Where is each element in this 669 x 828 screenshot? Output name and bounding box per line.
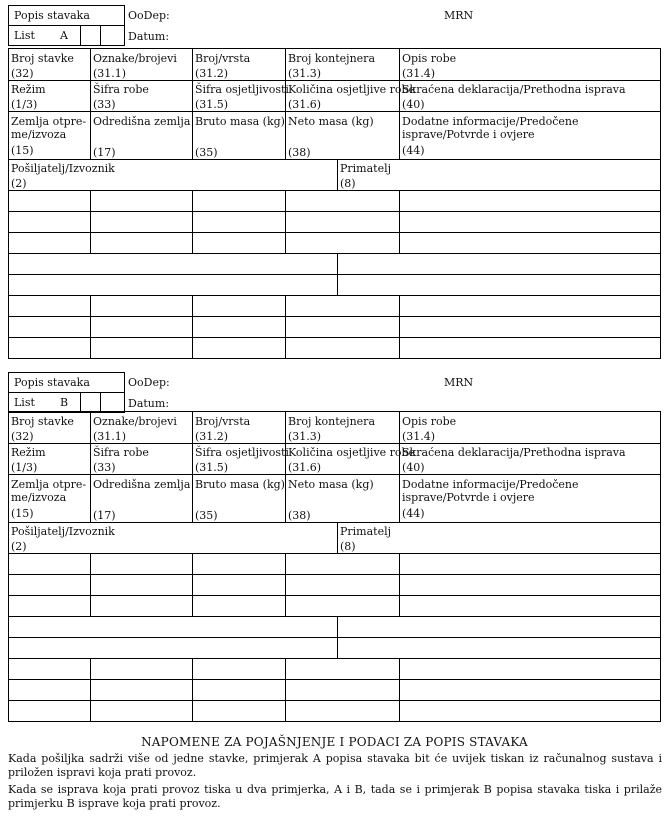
field-additional-info: Dodatne informacije/Predočene isprave/Potvrde i ovjere [402,478,579,504]
field-dispatch-country: Zemlja otpre-me/izvoza [11,478,87,504]
field-number-kind-code: (31.2) [195,430,229,443]
field-consignee-code: (8) [340,177,356,190]
field-description: Opis robe [402,52,457,65]
field-container: Broj kontejnera [288,52,375,65]
list-label: List [14,396,35,409]
field-consignor-code: (2) [11,540,27,553]
datum-label: Datum: [128,397,170,410]
header-title: Popis stavaka [14,9,90,22]
field-dispatch-country-code: (15) [11,507,34,520]
field-procedure-code: (1/3) [11,98,38,111]
field-container-code: (31.3) [288,430,322,443]
field-net-mass-code: (38) [288,509,311,522]
field-gross-mass-code: (35) [195,509,218,522]
field-dispatch-country: Zemlja otpre-me/izvoza [11,115,87,141]
notes-paragraph-1: Kada pošiljka sadrži više od jedne stavke, primjerak A popisa stavaka bit će uvijek tiskan iz računalnog sustava i priložen ispravi koja prati provoz. [8,752,662,779]
field-consignor-code: (2) [11,177,27,190]
field-destination-country-code: (17) [93,509,116,522]
datum-label: Datum: [128,30,170,43]
field-item-number-code: (32) [11,67,34,80]
field-procedure: Režim [11,83,46,96]
list-letter: A [60,29,68,42]
field-dispatch-country-code: (15) [11,144,34,157]
field-item-number-code: (32) [11,430,34,443]
field-sensitive-qty: Količina osjetljive robe [288,446,416,459]
field-sensitive-qty: Količina osjetljive robe [288,83,416,96]
field-marks-code: (31.1) [93,430,127,443]
field-destination-country: Odredišna zemlja [93,115,191,128]
field-consignor: Pošiljatelj/Izvoznik [11,162,115,175]
field-procedure: Režim [11,446,46,459]
mrn-label: MRN [444,376,474,389]
field-gross-mass: Bruto masa (kg) [195,115,285,128]
field-net-mass: Neto masa (kg) [288,115,374,128]
field-summary-decl: Skraćena deklaracija/Prethodna isprava [402,83,626,96]
mrn-label: MRN [444,9,474,22]
header-title: Popis stavaka [14,376,90,389]
field-additional-info-code: (44) [402,507,425,520]
field-number-kind: Broj/vrsta [195,52,251,65]
field-summary-decl: Skraćena deklaracija/Prethodna isprava [402,446,626,459]
oodep-label: OoDep: [128,376,170,389]
notes-paragraph-2: Kada se isprava koja prati provoz tiska u dva primjerka, A i B, tada se i primjerak B popisa stavaka tiska i prilaže primjerku B isprave koja prati provoz. [8,783,662,810]
oodep-label: OoDep: [128,9,170,22]
field-container: Broj kontejnera [288,415,375,428]
field-marks: Oznake/brojevi [93,52,177,65]
field-commodity: Šifra robe [93,446,149,459]
field-procedure-code: (1/3) [11,461,38,474]
field-number-kind: Broj/vrsta [195,415,251,428]
field-destination-country-code: (17) [93,146,116,159]
field-summary-decl-code: (40) [402,98,425,111]
field-consignor: Pošiljatelj/Izvoznik [11,525,115,538]
field-consignee: Primatelj [340,525,392,538]
field-commodity: Šifra robe [93,83,149,96]
field-description-code: (31.4) [402,430,436,443]
field-consignee-code: (8) [340,540,356,553]
field-net-mass-code: (38) [288,146,311,159]
field-sensitive-qty-code: (31.6) [288,98,322,111]
field-sensitivity-code: (31.5) [195,461,229,474]
field-net-mass: Neto masa (kg) [288,478,374,491]
field-consignee: Primatelj [340,162,392,175]
field-marks-code: (31.1) [93,67,127,80]
field-marks: Oznake/brojevi [93,415,177,428]
field-sensitivity: Šifra osjetljivosti [195,83,289,96]
field-container-code: (31.3) [288,67,322,80]
list-label: List [14,29,35,42]
field-summary-decl-code: (40) [402,461,425,474]
list-letter: B [60,396,69,409]
field-sensitivity-code: (31.5) [195,98,229,111]
field-description-code: (31.4) [402,67,436,80]
field-additional-info-code: (44) [402,144,425,157]
field-number-kind-code: (31.2) [195,67,229,80]
field-gross-mass: Bruto masa (kg) [195,478,285,491]
field-item-number: Broj stavke [11,52,74,65]
field-additional-info: Dodatne informacije/Predočene isprave/Potvrde i ovjere [402,115,579,141]
notes-title: NAPOMENE ZA POJAŠNJENJE I PODACI ZA POPIS STAVAKA [141,735,528,749]
field-description: Opis robe [402,415,457,428]
field-commodity-code: (33) [93,461,116,474]
field-gross-mass-code: (35) [195,146,218,159]
field-destination-country: Odredišna zemlja [93,478,191,491]
field-item-number: Broj stavke [11,415,74,428]
field-sensitivity: Šifra osjetljivosti [195,446,289,459]
field-commodity-code: (33) [93,98,116,111]
field-sensitive-qty-code: (31.6) [288,461,322,474]
